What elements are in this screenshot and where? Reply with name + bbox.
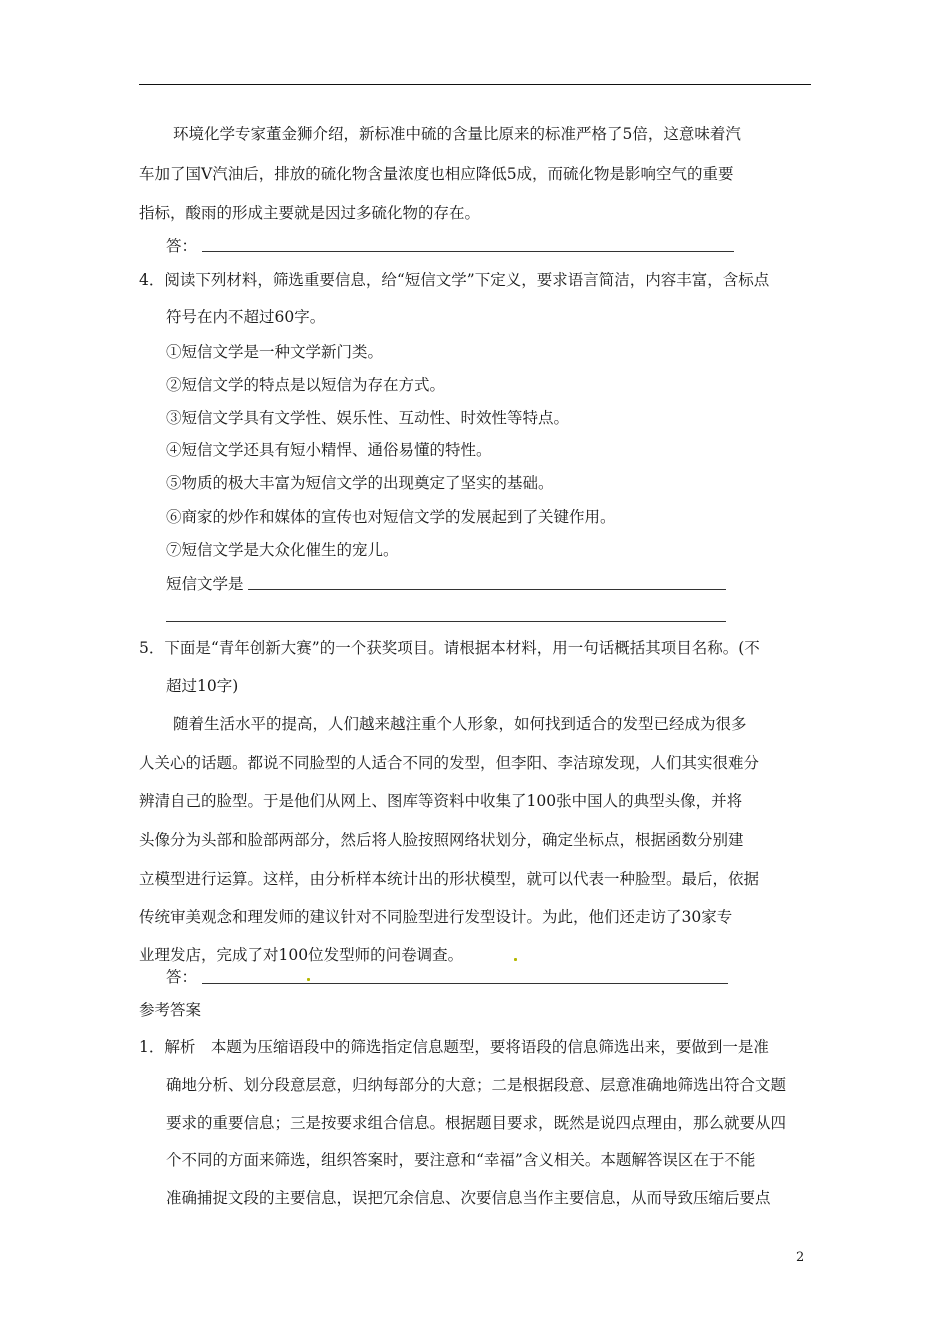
q4-item-4: ④短信文学还具有短小精悍、通俗易懂的特性。 — [166, 441, 492, 459]
answer-1-line-5: 准确捕捉文段的主要信息，误把冗余信息、次要信息当作主要信息，从而导致压缩后要点 — [166, 1189, 771, 1207]
q4-item-2: ②短信文学的特点是以短信为存在方式。 — [166, 376, 446, 394]
q5-answer-label: 答： — [166, 968, 198, 986]
page-number: 2 — [796, 1250, 805, 1265]
q5-passage-line-1: 随着生活水平的提高，人们越来越注重个人形象，如何找到适合的发型已经成为很多 — [173, 715, 747, 733]
q5-passage-line-7: 业理发店，完成了对100位发型师的问卷调查。 — [139, 946, 464, 964]
q5-line-2: 超过10字) — [166, 677, 239, 695]
q4-item-7: ⑦短信文学是大众化催生的宠儿。 — [166, 541, 399, 559]
q3-answer-label: 答： — [166, 237, 198, 255]
para3-line-2: 车加了国Ⅴ汽油后，排放的硫化物含量浓度也相应降低5成，而硫化物是影响空气的重要 — [139, 165, 734, 183]
q4-line-1: 4．阅读下列材料，筛选重要信息，给“短信文学”下定义，要求语言简洁，内容丰富，含标点 — [139, 271, 770, 289]
q5-line-1: 5．下面是“青年创新大赛”的一个获奖项目。请根据本材料，用一句话概括其项目名称。(不 — [139, 639, 760, 657]
answer-1-line-2: 确地分析、划分段意层意，归纳每部分的大意；二是根据段意、层意准确地筛选出符合文题 — [166, 1076, 787, 1094]
q4-item-3: ③短信文学具有文学性、娱乐性、互动性、时效性等特点。 — [166, 409, 570, 427]
q3-answer-line — [202, 251, 734, 252]
q5-passage-line-4: 头像分为头部和脸部两部分，然后将人脸按照网络状划分，确定坐标点，根据函数分别建 — [139, 831, 744, 849]
answer-1-line-1: 1．解析 本题为压缩语段中的筛选指定信息题型，要将语段的信息筛选出来，要做到一是准 — [139, 1038, 769, 1056]
q4-answer-line-1 — [248, 589, 726, 590]
q4-answer-line-2 — [166, 621, 726, 622]
q4-line-2: 符号在内不超过60字。 — [166, 308, 326, 326]
q5-answer-line — [202, 983, 728, 984]
q5-passage-line-3: 辨清自己的脸型。于是他们从网上、图库等资料中收集了100张中国人的典型头像，并将 — [139, 792, 743, 810]
q4-item-5: ⑤物质的极大丰富为短信文学的出现奠定了坚实的基础。 — [166, 474, 554, 492]
answer-1-line-4: 个不同的方面来筛选，组织答案时，要注意和“幸福”含义相关。本题解答误区在于不能 — [166, 1151, 756, 1169]
q5-passage-line-2: 人关心的话题。都说不同脸型的人适合不同的发型，但李阳、李洁琼发现，人们其实很难分 — [139, 754, 760, 772]
para3-line-1: 环境化学专家董金狮介绍，新标准中硫的含量比原来的标准严格了5倍，这意味着汽 — [173, 125, 741, 143]
q4-item-1: ①短信文学是一种文学新门类。 — [166, 343, 384, 361]
para3-line-3: 指标，酸雨的形成主要就是因过多硫化物的存在。 — [139, 204, 481, 222]
stray-mark — [307, 978, 310, 981]
stray-mark — [514, 958, 517, 961]
q5-passage-line-6: 传统审美观念和理发师的建议针对不同脸型进行发型设计。为此，他们还走访了30家专 — [139, 908, 733, 926]
q5-passage-line-5: 立模型进行运算。这样，由分析样本统计出的形状模型，就可以代表一种脸型。最后，依据 — [139, 870, 760, 888]
q4-answer-label: 短信文学是 — [166, 575, 244, 593]
q4-item-6: ⑥商家的炒作和媒体的宣传也对短信文学的发展起到了关键作用。 — [166, 508, 616, 526]
header-rule — [139, 84, 811, 85]
answer-1-line-3: 要求的重要信息；三是按要求组合信息。根据题目要求，既然是说四点理由，那么就要从四 — [166, 1114, 787, 1132]
answers-heading: 参考答案 — [139, 1001, 202, 1019]
